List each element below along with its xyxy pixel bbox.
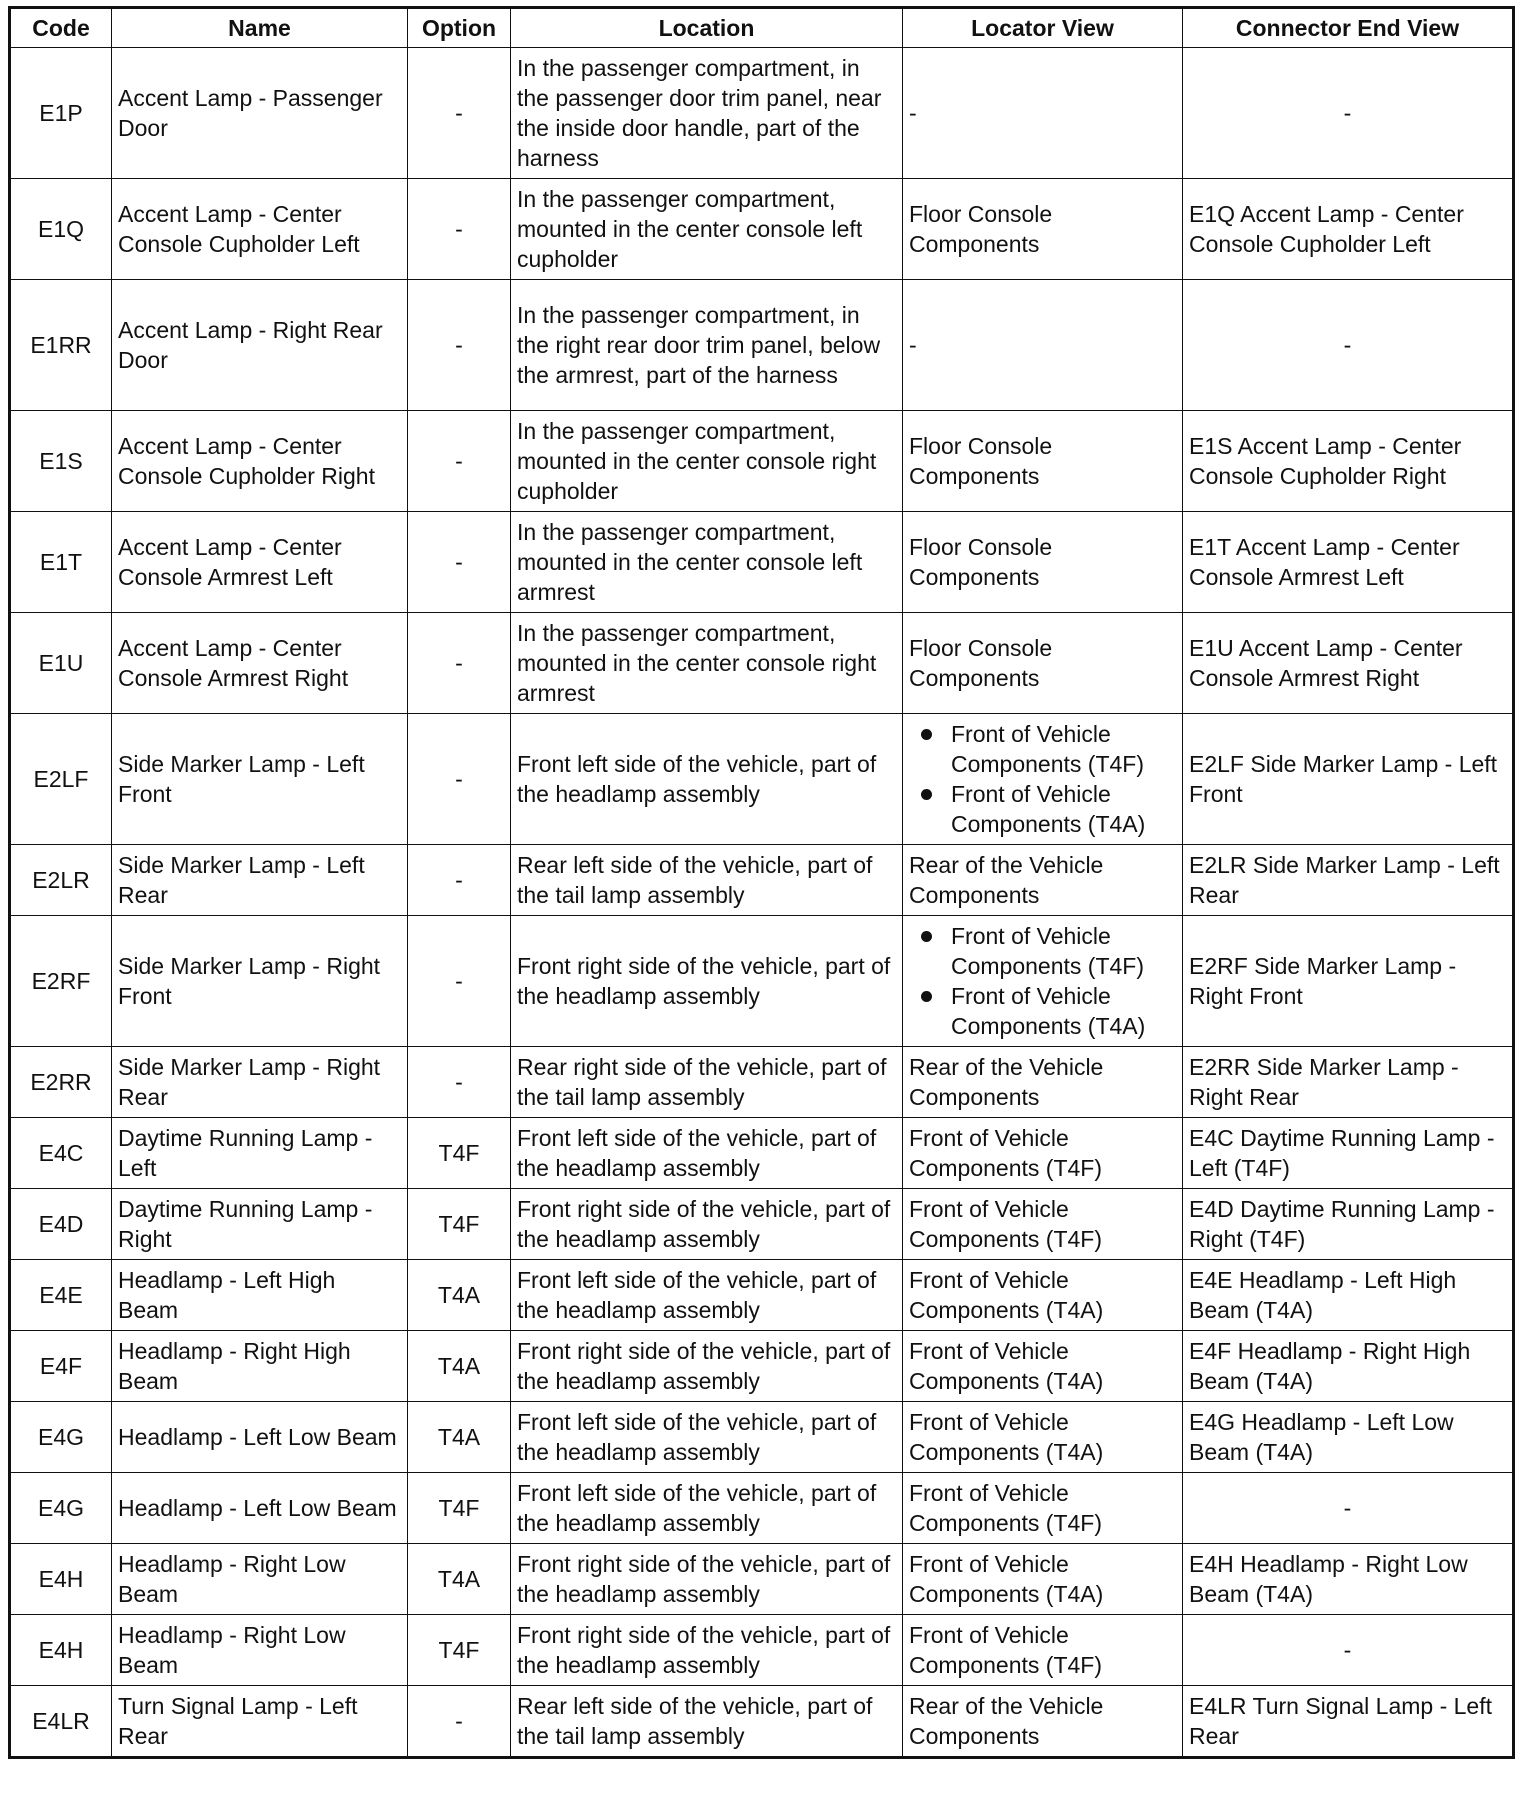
name-cell: Daytime Running Lamp - Right <box>112 1189 408 1260</box>
table-row <box>10 1047 1514 1118</box>
option-cell: T4A <box>408 1331 511 1402</box>
column-header-code: Code <box>10 8 112 48</box>
connector-end-view-cell: E1T Accent Lamp - Center Console Armrest Left <box>1183 512 1514 613</box>
name-cell: Headlamp - Left Low Beam <box>112 1402 408 1473</box>
name-cell: Turn Signal Lamp - Left Rear <box>112 1686 408 1758</box>
code-cell: E4G <box>10 1473 112 1544</box>
code-cell: E4F <box>10 1331 112 1402</box>
table-row <box>10 48 1514 179</box>
connector-end-view-cell: E4E Headlamp - Left High Beam (T4A) <box>1183 1260 1514 1331</box>
connector-end-view-cell: E1Q Accent Lamp - Center Console Cupholder Left <box>1183 179 1514 280</box>
table-body <box>10 48 1514 1758</box>
locator-view-cell: Rear of the Vehicle Components <box>903 1047 1183 1118</box>
location-cell: Front left side of the vehicle, part of the headlamp assembly <box>511 1118 903 1189</box>
locator-view-item <box>951 719 1176 779</box>
code-cell: E2RF <box>10 916 112 1047</box>
connector-end-view-cell: E4C Daytime Running Lamp - Left (T4F) <box>1183 1118 1514 1189</box>
table-row <box>10 411 1514 512</box>
name-cell: Accent Lamp - Passenger Door <box>112 48 408 179</box>
option-cell: - <box>408 845 511 916</box>
name-cell: Daytime Running Lamp - Left <box>112 1118 408 1189</box>
name-cell: Side Marker Lamp - Left Front <box>112 714 408 845</box>
connector-end-view-cell: E4H Headlamp - Right Low Beam (T4A) <box>1183 1544 1514 1615</box>
code-cell: E2RR <box>10 1047 112 1118</box>
option-cell: T4F <box>408 1473 511 1544</box>
column-header-name: Name <box>112 8 408 48</box>
name-cell: Headlamp - Right Low Beam <box>112 1544 408 1615</box>
table-row <box>10 916 1514 1047</box>
bullet-icon <box>921 729 932 740</box>
connector-end-view-cell: - <box>1183 280 1514 411</box>
location-cell: In the passenger compartment, mounted in the center console right cupholder <box>511 411 903 512</box>
location-cell: Front right side of the vehicle, part of the headlamp assembly <box>511 916 903 1047</box>
connector-end-view-cell: E2RF Side Marker Lamp - Right Front <box>1183 916 1514 1047</box>
connector-end-view-cell: E2LR Side Marker Lamp - Left Rear <box>1183 845 1514 916</box>
name-cell: Accent Lamp - Center Console Cupholder Left <box>112 179 408 280</box>
location-cell: In the passenger compartment, mounted in the center console right armrest <box>511 613 903 714</box>
locator-view-text: Front of Vehicle Components (T4F) <box>951 923 1145 979</box>
table-row <box>10 1544 1514 1615</box>
location-cell: Rear left side of the vehicle, part of the tail lamp assembly <box>511 845 903 916</box>
code-cell: E1U <box>10 613 112 714</box>
code-cell: E4H <box>10 1615 112 1686</box>
bullet-icon <box>921 991 932 1002</box>
location-cell: In the passenger compartment, in the right rear door trim panel, below the armrest, part of the harness <box>511 280 903 411</box>
option-cell: - <box>408 280 511 411</box>
locator-view-cell: Rear of the Vehicle Components <box>903 1686 1183 1758</box>
column-header-connector-end-view: Connector End View <box>1183 8 1514 48</box>
name-cell: Headlamp - Right High Beam <box>112 1331 408 1402</box>
option-cell: - <box>408 48 511 179</box>
option-cell: T4F <box>408 1118 511 1189</box>
locator-view-item <box>951 779 1176 839</box>
location-cell: In the passenger compartment, in the passenger door trim panel, near the inside door handle, part of the harness <box>511 48 903 179</box>
locator-view-list <box>909 719 1176 839</box>
connector-end-view-cell: E2RR Side Marker Lamp - Right Rear <box>1183 1047 1514 1118</box>
option-cell: - <box>408 714 511 845</box>
locator-view-cell: Front of Vehicle Components (T4A) <box>903 1402 1183 1473</box>
option-cell: - <box>408 916 511 1047</box>
option-cell: - <box>408 613 511 714</box>
name-cell: Headlamp - Left High Beam <box>112 1260 408 1331</box>
table-row <box>10 1615 1514 1686</box>
table-row <box>10 1189 1514 1260</box>
location-cell: In the passenger compartment, mounted in the center console left armrest <box>511 512 903 613</box>
name-cell: Side Marker Lamp - Left Rear <box>112 845 408 916</box>
location-cell: Front right side of the vehicle, part of the headlamp assembly <box>511 1189 903 1260</box>
option-cell: T4A <box>408 1402 511 1473</box>
locator-view-item <box>951 921 1176 981</box>
name-cell: Side Marker Lamp - Right Rear <box>112 1047 408 1118</box>
bullet-icon <box>921 789 932 800</box>
location-cell: Front right side of the vehicle, part of the headlamp assembly <box>511 1544 903 1615</box>
locator-view-cell <box>903 916 1183 1047</box>
locator-view-cell: Floor Console Components <box>903 179 1183 280</box>
connector-end-view-cell: - <box>1183 48 1514 179</box>
locator-view-cell: Floor Console Components <box>903 512 1183 613</box>
column-header-locator-view: Locator View <box>903 8 1183 48</box>
option-cell: T4A <box>408 1544 511 1615</box>
option-cell: - <box>408 1047 511 1118</box>
locator-view-text: Front of Vehicle Components (T4F) <box>951 721 1145 777</box>
code-cell: E4H <box>10 1544 112 1615</box>
locator-view-cell: Front of Vehicle Components (T4F) <box>903 1615 1183 1686</box>
locator-view-cell: - <box>903 48 1183 179</box>
name-cell: Headlamp - Left Low Beam <box>112 1473 408 1544</box>
header-row <box>10 8 1514 48</box>
code-cell: E4E <box>10 1260 112 1331</box>
table-row <box>10 613 1514 714</box>
table-row <box>10 845 1514 916</box>
locator-view-cell: Front of Vehicle Components (T4A) <box>903 1331 1183 1402</box>
code-cell: E4LR <box>10 1686 112 1758</box>
table-row <box>10 512 1514 613</box>
column-header-location: Location <box>511 8 903 48</box>
location-cell: Rear right side of the vehicle, part of the tail lamp assembly <box>511 1047 903 1118</box>
locator-view-list <box>909 921 1176 1041</box>
table-row <box>10 1686 1514 1758</box>
name-cell: Accent Lamp - Right Rear Door <box>112 280 408 411</box>
option-cell: - <box>408 411 511 512</box>
connector-end-view-cell: E4D Daytime Running Lamp - Right (T4F) <box>1183 1189 1514 1260</box>
code-cell: E1P <box>10 48 112 179</box>
name-cell: Accent Lamp - Center Console Armrest Left <box>112 512 408 613</box>
connector-table-sheet <box>8 6 1515 1759</box>
locator-view-cell: Front of Vehicle Components (T4F) <box>903 1473 1183 1544</box>
connector-end-view-cell: - <box>1183 1615 1514 1686</box>
location-cell: Front right side of the vehicle, part of the headlamp assembly <box>511 1615 903 1686</box>
locator-view-text: Front of Vehicle Components (T4A) <box>951 983 1146 1039</box>
connector-end-view-cell: E4G Headlamp - Left Low Beam (T4A) <box>1183 1402 1514 1473</box>
code-cell: E1S <box>10 411 112 512</box>
option-cell: T4A <box>408 1260 511 1331</box>
locator-view-text: Front of Vehicle Components (T4A) <box>951 781 1146 837</box>
table-row <box>10 280 1514 411</box>
locator-view-cell: Front of Vehicle Components (T4F) <box>903 1118 1183 1189</box>
bullet-icon <box>921 931 932 942</box>
location-cell: Front left side of the vehicle, part of the headlamp assembly <box>511 1260 903 1331</box>
option-cell: - <box>408 179 511 280</box>
column-header-option: Option <box>408 8 511 48</box>
connector-end-view-cell: E4F Headlamp - Right High Beam (T4A) <box>1183 1331 1514 1402</box>
location-cell: Front left side of the vehicle, part of the headlamp assembly <box>511 1402 903 1473</box>
table-row <box>10 1118 1514 1189</box>
connector-end-view-cell: - <box>1183 1473 1514 1544</box>
location-cell: Front left side of the vehicle, part of the headlamp assembly <box>511 1473 903 1544</box>
name-cell: Side Marker Lamp - Right Front <box>112 916 408 1047</box>
location-cell: Front left side of the vehicle, part of the headlamp assembly <box>511 714 903 845</box>
table-row <box>10 1260 1514 1331</box>
code-cell: E2LR <box>10 845 112 916</box>
locator-view-cell <box>903 714 1183 845</box>
table-row <box>10 179 1514 280</box>
connector-table <box>8 6 1515 1759</box>
code-cell: E4C <box>10 1118 112 1189</box>
connector-end-view-cell: E1S Accent Lamp - Center Console Cupholder Right <box>1183 411 1514 512</box>
locator-view-cell: Front of Vehicle Components (T4A) <box>903 1544 1183 1615</box>
locator-view-cell: Floor Console Components <box>903 411 1183 512</box>
code-cell: E1Q <box>10 179 112 280</box>
code-cell: E2LF <box>10 714 112 845</box>
table-row <box>10 714 1514 845</box>
option-cell: - <box>408 1686 511 1758</box>
table-row <box>10 1402 1514 1473</box>
option-cell: T4F <box>408 1189 511 1260</box>
location-cell: Rear left side of the vehicle, part of the tail lamp assembly <box>511 1686 903 1758</box>
code-cell: E4G <box>10 1402 112 1473</box>
locator-view-cell: - <box>903 280 1183 411</box>
connector-end-view-cell: E4LR Turn Signal Lamp - Left Rear <box>1183 1686 1514 1758</box>
option-cell: - <box>408 512 511 613</box>
locator-view-cell: Floor Console Components <box>903 613 1183 714</box>
location-cell: Front right side of the vehicle, part of the headlamp assembly <box>511 1331 903 1402</box>
option-cell: T4F <box>408 1615 511 1686</box>
connector-end-view-cell: E1U Accent Lamp - Center Console Armrest Right <box>1183 613 1514 714</box>
name-cell: Headlamp - Right Low Beam <box>112 1615 408 1686</box>
locator-view-item <box>951 981 1176 1041</box>
table-row <box>10 1473 1514 1544</box>
name-cell: Accent Lamp - Center Console Cupholder Right <box>112 411 408 512</box>
table-row <box>10 1331 1514 1402</box>
locator-view-cell: Rear of the Vehicle Components <box>903 845 1183 916</box>
name-cell: Accent Lamp - Center Console Armrest Right <box>112 613 408 714</box>
code-cell: E4D <box>10 1189 112 1260</box>
connector-end-view-cell: E2LF Side Marker Lamp - Left Front <box>1183 714 1514 845</box>
code-cell: E1T <box>10 512 112 613</box>
locator-view-cell: Front of Vehicle Components (T4A) <box>903 1260 1183 1331</box>
location-cell: In the passenger compartment, mounted in the center console left cupholder <box>511 179 903 280</box>
code-cell: E1RR <box>10 280 112 411</box>
locator-view-cell: Front of Vehicle Components (T4F) <box>903 1189 1183 1260</box>
